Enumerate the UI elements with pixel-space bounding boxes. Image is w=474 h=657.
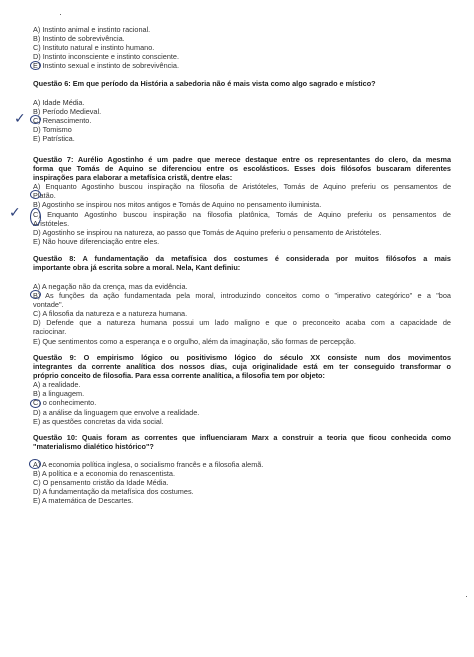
q7-title-line: forma que Tomás de Aquino se diferenciou entre os escolásticos. Esses dois filósofos buscaram diferentes	[33, 164, 451, 174]
q8-title-line: importante obra já escrita sobre a moral. Nela, Kant definiu:	[33, 263, 241, 273]
question-8	[33, 254, 451, 272]
q7-option-line: E) Não houve diferenciação entre eles.	[33, 236, 160, 246]
answer-circle-mark	[30, 115, 41, 124]
answer-circle-mark	[30, 290, 41, 299]
q7-option-line: B) Agostinho se inspirou nos mitos antigos e Tomás de Aquino no pensamento iluminista.	[33, 200, 322, 210]
q9-option-line: D) a análise da linguagem que envolve a realidade.	[33, 407, 200, 417]
question-6-options	[33, 98, 451, 143]
q10-option-line: C) O pensamento cristão da Idade Média.	[33, 478, 169, 488]
answer-circle-mark	[29, 459, 41, 469]
q5-option-d: D) Instinto inconsciente e instinto consciente.	[33, 52, 180, 62]
q9-option-line: E) as questões concretas da vida social.	[33, 416, 164, 426]
q8-option-line: raciocinar.	[33, 327, 67, 337]
q9-option-line: C) o conhecimento.	[33, 398, 97, 408]
q7-option-line: Aristóteles.	[33, 218, 70, 228]
q8-option-line: C) A filosofia da natureza e a natureza humana.	[33, 309, 188, 319]
check-mark-icon: ✓	[14, 111, 26, 127]
q7-option-line: Platão.	[33, 191, 56, 201]
q6-title: Questão 6: Em que período da História a sabedoria não é mais vista como algo sagrado e místico?	[33, 79, 376, 88]
q9-option-line: B) a linguagem.	[33, 389, 85, 399]
q7-option-line: C) Enquanto Agostinho buscou inspiração na filosofia platônica, Tomás de Aquino preferiu os pensamentos de	[33, 209, 451, 219]
q8-option-line: vontade".	[33, 300, 64, 310]
q5-option-b: B) Instinto de sobrevivência.	[33, 34, 125, 44]
q10-option-line: A) A economia política inglesa, o socialismo francês e a filosofia alemã.	[33, 460, 264, 469]
q10-title-line: "materialismo dialético histórico"?	[33, 442, 154, 452]
question-10	[33, 433, 451, 451]
question-9	[33, 353, 451, 426]
question-6	[33, 79, 451, 88]
q6-option-b: B) Período Medieval.	[33, 107, 102, 117]
answer-circle-mark	[30, 190, 41, 199]
q9-option-line: A) a realidade.	[33, 380, 81, 390]
q7-option-line: A) Enquanto Agostinho buscou inspiração na filosofia de Aristóteles, Tomás de Aquino preferiu os pensamentos de	[33, 182, 451, 192]
scan-speck	[60, 14, 61, 15]
answer-circle-mark	[30, 399, 41, 408]
q9-title-line: integrantes da corrente analítica dos nossos dias, cuja originalidade está em ter conseguido transformar o	[33, 362, 451, 372]
question-5-options	[33, 25, 451, 70]
q7-title-line: Questão 7: Aurélio Agostinho é um padre que merece destaque entre os representantes do clero, da mesma	[33, 155, 451, 164]
answer-circle-mark	[30, 208, 41, 226]
question-10-options	[33, 460, 451, 505]
q5-option-c: C) Instituto natural e instinto humano.	[33, 43, 155, 53]
q8-option-line: D) Defende que a natureza humana possui um lado maligno e que o preconceito acaba com a capacidade de	[33, 318, 451, 328]
q10-option-line: B) A política e a economia do renascentista.	[33, 469, 175, 479]
q8-option-line: B) As funções da ação fundamentada pela moral, introduzindo conceitos como o "imperativo categórico" e a "boa	[33, 291, 451, 301]
q6-option-d: D) Tomismo	[33, 125, 72, 135]
q8-option-line: A) A negação não da crença, mas da evidência.	[33, 282, 188, 291]
question-8-options	[33, 282, 451, 346]
q9-title-line: Questão 9: O empirismo lógico ou positivismo lógico do século XX consiste num dos movimentos	[33, 353, 451, 362]
q7-title-line: inspirações para elaborar a metafísica cristã, dentre elas:	[33, 173, 233, 183]
q10-option-line: D) A fundamentação da metafísica dos costumes.	[33, 487, 194, 497]
q6-option-a: A) Idade Média.	[33, 98, 85, 107]
answer-circle-mark	[30, 61, 41, 70]
check-mark-icon: ✓	[9, 205, 21, 221]
q10-title-line: Questão 10: Quais foram as correntes que influenciaram Marx a construir a teoria que ficou conhecida como	[33, 433, 451, 442]
q7-option-line: D) Agostinho se inspirou na natureza, ao passo que Tomás de Aquino preferiu o pensamento de Aristóteles.	[33, 227, 382, 237]
q6-option-c: C) Renascimento.	[33, 116, 92, 126]
q5-option-e: E) Instinto sexual e instinto de sobrevivência.	[33, 61, 180, 71]
q8-title-line: Questão 8: A fundamentação da metafísica dos costumes é considerada por muitos filósofos a mais	[33, 254, 451, 263]
q8-option-line: E) Que sentimentos como a esperança e o orgulho, além da imaginação, são formas de percepção.	[33, 336, 356, 346]
q10-option-line: E) A matemática de Descartes.	[33, 496, 134, 506]
q5-option-a: A) Instinto animal e instinto racional.	[33, 25, 151, 34]
q6-option-e: E) Patrística.	[33, 134, 75, 144]
q9-title-line: próprio conceito de filosofia. Para essa corrente analítica, a filosofia tem por objeto:	[33, 371, 325, 381]
scan-speck	[466, 596, 467, 597]
question-7	[33, 155, 451, 246]
